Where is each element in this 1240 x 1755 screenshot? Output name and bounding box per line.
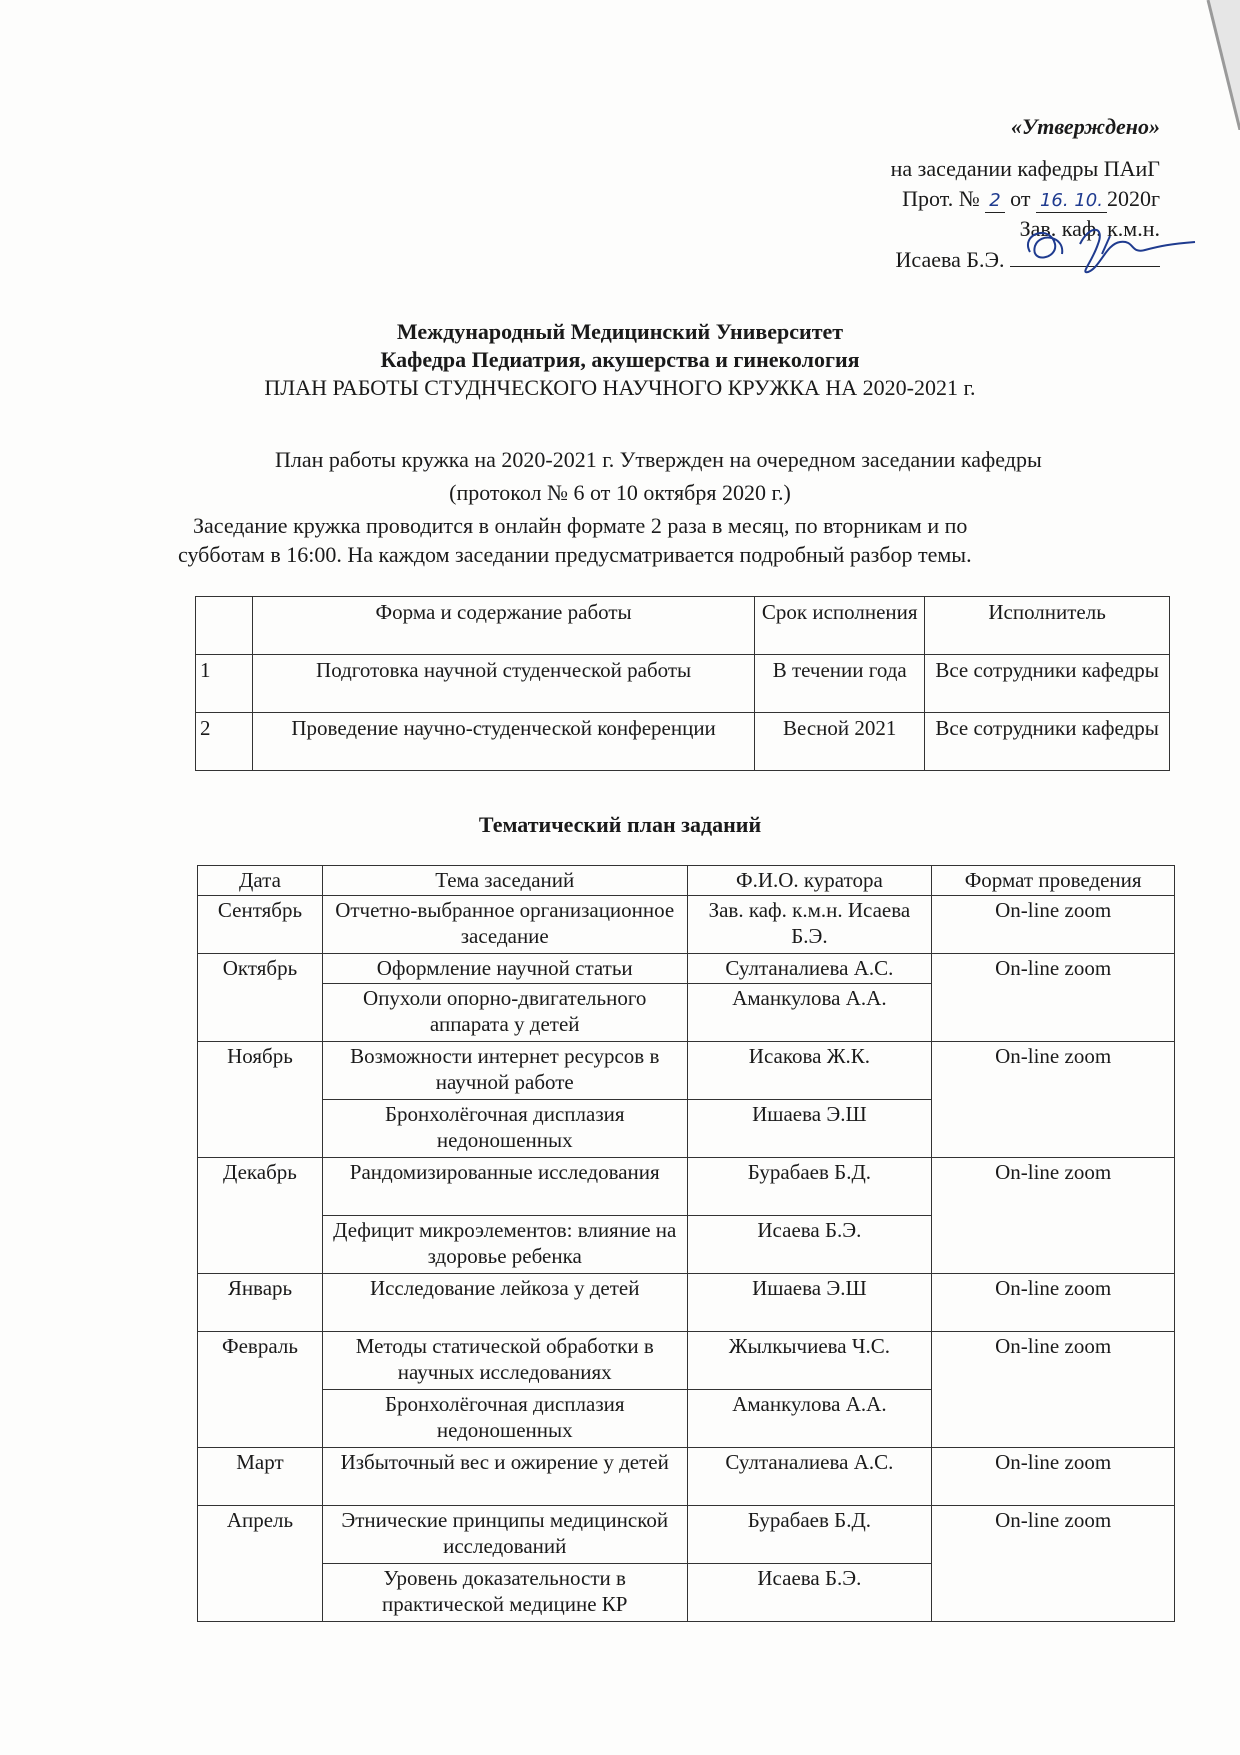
topic-cell: Методы статической обработки в научных исследованиях [322, 1332, 687, 1390]
signature-icon [1010, 214, 1200, 274]
topic-cell: Бронхолёгочная дисплазия недоношенных [322, 1390, 687, 1448]
table-row [198, 1332, 1175, 1390]
table-row [198, 896, 1175, 954]
col-header-deadline: Срок исполнения [755, 597, 925, 655]
month-cell: Февраль [198, 1332, 323, 1448]
col-header-format: Формат проведения [932, 866, 1175, 896]
approval-meeting: на заседании кафедры ПАиГ [890, 156, 1160, 181]
format-cell: On-line zoom [932, 1448, 1175, 1506]
format-cell: On-line zoom [932, 1042, 1175, 1158]
intro-line-3: Заседание кружка проводится в онлайн формате 2 раза в месяц, по вторникам и по [193, 513, 968, 538]
curator-cell: Султаналиева А.С. [687, 954, 932, 984]
curator-cell: Бурабаев Б.Д. [687, 1506, 932, 1564]
intro-line-2: (протокол № 6 от 10 октября 2020 г.) [449, 480, 791, 505]
month-cell: Декабрь [198, 1158, 323, 1274]
topic-cell: Избыточный вес и ожирение у детей [322, 1448, 687, 1506]
col-header-form: Форма и содержание работы [252, 597, 754, 655]
topic-cell: Уровень доказательности в практической медицине КР [322, 1564, 687, 1622]
row-number: 1 [196, 655, 253, 713]
approval-title: «Утверждено» [1010, 114, 1160, 139]
curator-cell: Аманкулова А.А. [687, 1390, 932, 1448]
plan-title: ПЛАН РАБОТЫ СТУДНЧЕСКОГО НАУЧНОГО КРУЖКА НА 2020-2021 г. [264, 375, 976, 400]
table-header-row [198, 866, 1175, 896]
curator-cell: Зав. каф. к.м.н. Исаева Б.Э. [687, 896, 932, 954]
table-row [196, 655, 1170, 713]
row-form: Подготовка научной студенческой работы [252, 655, 754, 713]
curator-cell: Султаналиева А.С. [687, 1448, 932, 1506]
row-deadline: В течении года [755, 655, 925, 713]
topic-cell: Исследование лейкоза у детей [322, 1274, 687, 1332]
row-deadline: Весной 2021 [755, 713, 925, 771]
topic-cell: Отчетно-выбранное организационное заседание [322, 896, 687, 954]
topic-cell: Этнические принципы медицинской исследований [322, 1506, 687, 1564]
month-cell: Сентябрь [198, 896, 323, 954]
row-number: 2 [196, 713, 253, 771]
curator-cell: Жылкычиева Ч.С. [687, 1332, 932, 1390]
col-header-number [196, 597, 253, 655]
paper-edge-shadow [1200, 0, 1240, 130]
month-cell: Март [198, 1448, 323, 1506]
table-row [198, 1448, 1175, 1506]
topic-cell: Дефицит микроэлементов: влияние на здоровье ребенка [322, 1216, 687, 1274]
curator-cell: Бурабаев Б.Д. [687, 1158, 932, 1216]
col-header-topic: Тема заседаний [322, 866, 687, 896]
table-row [198, 1506, 1175, 1564]
format-cell: On-line zoom [932, 1506, 1175, 1622]
format-cell: On-line zoom [932, 1274, 1175, 1332]
topic-cell: Возможности интернет ресурсов в научной работе [322, 1042, 687, 1100]
approval-head-title: Зав. каф. к.м.н. [1019, 216, 1160, 241]
table-row [196, 713, 1170, 771]
work-plan-table [195, 596, 1170, 771]
format-cell: On-line zoom [932, 1332, 1175, 1448]
month-cell: Октябрь [198, 954, 323, 1042]
month-cell: Ноябрь [198, 1042, 323, 1158]
table-row [198, 1274, 1175, 1332]
approval-protocol [891, 184, 1160, 214]
approval-block [891, 112, 1160, 275]
format-cell: On-line zoom [932, 954, 1175, 1042]
table-row [198, 1042, 1175, 1100]
format-cell: On-line zoom [932, 1158, 1175, 1274]
topic-cell: Опухоли опорно-двигательного аппарата у детей [322, 984, 687, 1042]
intro-line-4: субботам в 16:00. На каждом заседании предусматривается подробный разбор темы. [178, 542, 972, 567]
topic-cell: Рандомизированные исследования [322, 1158, 687, 1216]
protocol-prefix: Прот. № [902, 186, 980, 211]
month-cell: Апрель [198, 1506, 323, 1622]
department-name: Кафедра Педиатрия, акушерства и гинекология [380, 347, 860, 372]
curator-cell: Аманкулова А.А. [687, 984, 932, 1042]
topic-cell: Оформление научной статьи [322, 954, 687, 984]
protocol-from: от [1010, 186, 1031, 211]
approval-head [891, 244, 1160, 275]
protocol-year: 2020г [1106, 186, 1160, 211]
intro-line-1: План работы кружка на 2020-2021 г. Утвержден на очередном заседании кафедры [275, 447, 1042, 472]
table-row [198, 954, 1175, 984]
curator-cell: Исакова Ж.К. [687, 1042, 932, 1100]
topic-cell: Бронхолёгочная дисплазия недоношенных [322, 1100, 687, 1158]
document-header [0, 318, 1240, 402]
row-executor: Все сотрудники кафедры [925, 655, 1170, 713]
row-executor: Все сотрудники кафедры [925, 713, 1170, 771]
col-header-curator: Ф.И.О. куратора [687, 866, 932, 896]
approval-head-name: Исаева Б.Э. [895, 247, 1005, 272]
curator-cell: Исаева Б.Э. [687, 1216, 932, 1274]
protocol-date: 16. 10. [1036, 190, 1107, 213]
format-cell: On-line zoom [932, 896, 1175, 954]
col-header-executor: Исполнитель [925, 597, 1170, 655]
col-header-date: Дата [198, 866, 323, 896]
curator-cell: Исаева Б.Э. [687, 1564, 932, 1622]
curator-cell: Ишаева Э.Ш [687, 1274, 932, 1332]
table-row [198, 1158, 1175, 1216]
signature-line [1010, 244, 1160, 267]
curator-cell: Ишаева Э.Ш [687, 1100, 932, 1158]
thematic-plan-table [197, 865, 1175, 1622]
month-cell: Январь [198, 1274, 323, 1332]
thematic-plan-title: Тематический план заданий [478, 812, 762, 837]
table-header-row [196, 597, 1170, 655]
row-form: Проведение научно-студенческой конференции [252, 713, 754, 771]
protocol-number: 2 [985, 190, 1004, 213]
university-name: Международный Медицинский Университет [396, 319, 844, 344]
